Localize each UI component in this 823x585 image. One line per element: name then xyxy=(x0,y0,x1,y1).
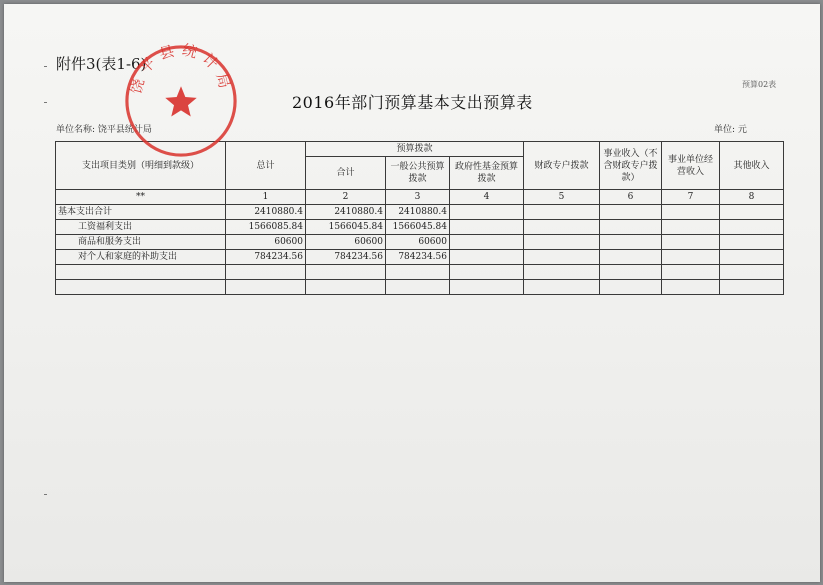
row-subtotal: 2410880.4 xyxy=(306,205,386,220)
attachment-label: 附件3(表1-6) xyxy=(56,55,147,73)
header-subtotal: 合计 xyxy=(306,157,386,190)
header-fund: 政府性基金预算拨款 xyxy=(450,157,524,190)
table-row xyxy=(56,205,784,220)
col-num: 6 xyxy=(600,190,662,205)
table-row-empty xyxy=(56,280,784,295)
col-num: 5 xyxy=(524,190,600,205)
table-row xyxy=(56,235,784,250)
header-special: 财政专户拨款 xyxy=(524,142,600,190)
table-row-empty xyxy=(56,265,784,280)
row-name: 商品和服务支出 xyxy=(56,235,226,250)
row-general: 2410880.4 xyxy=(386,205,450,220)
row-name: 工资福利支出 xyxy=(56,220,226,235)
row-total: 784234.56 xyxy=(226,250,306,265)
header-operating-income: 事业单位经营收入 xyxy=(662,142,720,190)
col-num: 1 xyxy=(226,190,306,205)
page-title: 2016年部门预算基本支出预算表 xyxy=(292,93,533,112)
seal-text: 饶平县统计局 xyxy=(127,42,235,96)
row-subtotal: 1566045.84 xyxy=(306,220,386,235)
row-general: 784234.56 xyxy=(386,250,450,265)
row-subtotal: 784234.56 xyxy=(306,250,386,265)
star-icon xyxy=(165,86,196,116)
row-general: 60600 xyxy=(386,235,450,250)
column-number-row xyxy=(56,190,784,205)
row-total: 2410880.4 xyxy=(226,205,306,220)
col-num: 8 xyxy=(720,190,784,205)
row-general: 1566045.84 xyxy=(386,220,450,235)
currency-unit: 单位: 元 xyxy=(714,125,747,135)
header-other-income: 其他收入 xyxy=(720,142,784,190)
col-num: ** xyxy=(56,190,226,205)
document-page xyxy=(4,4,820,582)
header-general: 一般公共预算拨款 xyxy=(386,157,450,190)
form-code: 预算02表 xyxy=(742,80,777,89)
unit-name: 单位名称: 饶平县统计局 xyxy=(56,125,152,135)
header-total: 总计 xyxy=(226,142,306,190)
table-row xyxy=(56,250,784,265)
header-appropriation: 预算拨款 xyxy=(306,142,524,157)
header-business-income: 事业收入（不含财政专户拨款） xyxy=(600,142,662,190)
row-subtotal: 60600 xyxy=(306,235,386,250)
margin-tick xyxy=(44,102,47,103)
col-num: 4 xyxy=(450,190,524,205)
margin-tick xyxy=(44,494,47,495)
budget-table xyxy=(55,141,784,295)
col-num: 3 xyxy=(386,190,450,205)
col-num: 2 xyxy=(306,190,386,205)
col-num: 7 xyxy=(662,190,720,205)
margin-tick xyxy=(44,66,47,67)
row-name: 基本支出合计 xyxy=(56,205,226,220)
header-category: 支出项目类别（明细到款级） xyxy=(56,142,226,190)
row-name: 对个人和家庭的补助支出 xyxy=(56,250,226,265)
table-row xyxy=(56,220,784,235)
row-total: 1566085.84 xyxy=(226,220,306,235)
row-total: 60600 xyxy=(226,235,306,250)
